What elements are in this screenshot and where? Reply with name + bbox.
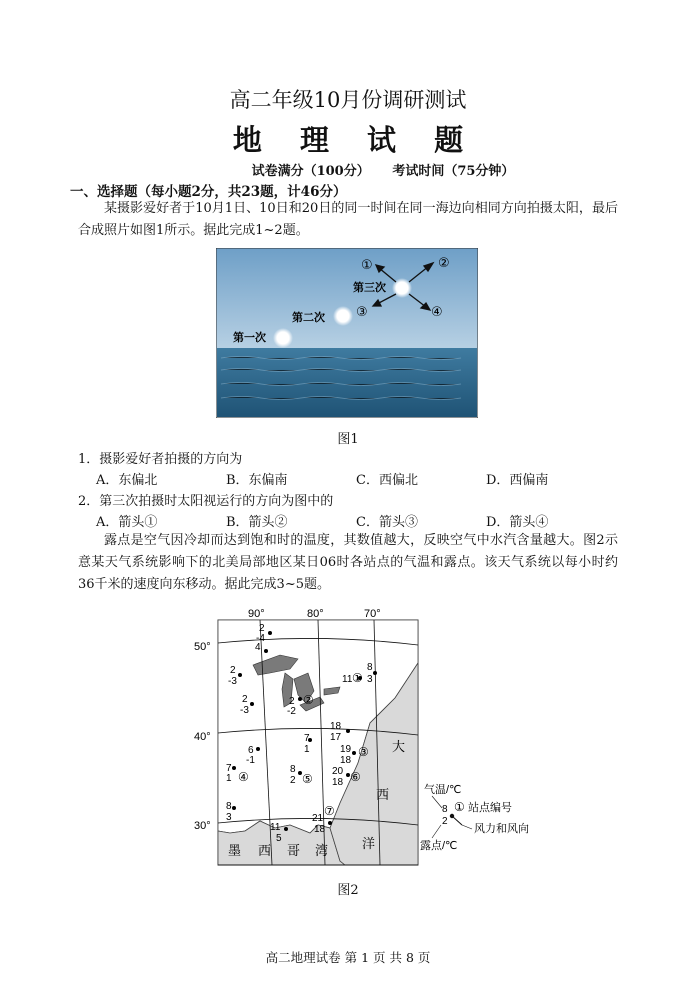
- intro-paragraph-2: 露点是空气因冷却而达到饱和时的温度，其数值越大，反映空气中水汽含量越大。图2示意某天气系统影响下的北美局部地区某日06时各站点的气温和露点。该天气系统以每小时约36千米的速度向东移动。据此完成3~5题。: [78, 533, 618, 592]
- svg-text:20: 20: [332, 766, 344, 777]
- svg-text:-4: -4: [256, 633, 265, 644]
- q1-option-d[interactable]: D．西偏南: [486, 473, 549, 488]
- gulf-char-1: 墨: [228, 843, 242, 858]
- lon-label-80: 80°: [307, 608, 324, 620]
- lon-label-70: 70°: [364, 608, 381, 620]
- svg-text:①: ①: [454, 800, 465, 814]
- svg-text:18: 18: [332, 777, 344, 788]
- svg-text:2: 2: [259, 623, 265, 634]
- intro-paragraph-1: 某摄影爱好者于10月1日、10日和20日的同一时间在同一海边向相同方向拍摄太阳，最后合成照片如图1所示。据此完成1~2题。: [78, 201, 618, 238]
- svg-text:-2: -2: [287, 706, 296, 717]
- svg-text:1: 1: [226, 773, 232, 784]
- station: [342, 671, 363, 685]
- svg-text:17: 17: [330, 732, 342, 743]
- arrow-3-label: ③: [356, 304, 368, 319]
- svg-text:①: ①: [352, 671, 363, 685]
- svg-text:⑦: ⑦: [324, 804, 335, 818]
- svg-text:②: ②: [303, 693, 314, 707]
- ocean-char-3: 洋: [362, 836, 376, 851]
- full-score: 试卷满分（100分）: [251, 164, 370, 179]
- svg-text:-3: -3: [228, 676, 237, 687]
- ocean-char-2: 西: [376, 787, 390, 802]
- svg-text:2: 2: [289, 696, 295, 707]
- svg-text:11: 11: [270, 822, 281, 833]
- svg-text:19: 19: [340, 744, 352, 755]
- svg-text:8: 8: [442, 804, 448, 815]
- page-footer: 高二地理试卷 第 1 页 共 8 页: [265, 950, 431, 965]
- svg-text:2: 2: [290, 775, 296, 786]
- svg-text:2: 2: [230, 665, 236, 676]
- q2-option-b[interactable]: B．箭头②: [226, 515, 288, 530]
- svg-text:2: 2: [242, 694, 248, 705]
- svg-text:18: 18: [340, 755, 352, 766]
- question-2-stem: 2．第三次拍摄时太阳视运行的方向为图中的: [78, 494, 334, 509]
- arrow-2-label: ②: [438, 255, 450, 270]
- legend-temp: 气温/℃: [424, 784, 462, 796]
- svg-text:④: ④: [238, 770, 249, 784]
- legend-wind: 风力和风向: [474, 823, 529, 835]
- q1-option-a[interactable]: A．东偏北: [96, 473, 158, 488]
- svg-text:5: 5: [276, 833, 282, 844]
- lon-label-90: 90°: [248, 608, 265, 620]
- exam-title: 高二年级10月份调研测试: [229, 88, 467, 112]
- svg-text:⑥: ⑥: [350, 770, 361, 784]
- exam-info: [0, 160, 696, 179]
- q1-option-b[interactable]: B．东偏南: [226, 473, 288, 488]
- question-2-options: [96, 511, 616, 530]
- svg-text:-1: -1: [246, 755, 255, 766]
- label-second: 第二次: [292, 312, 325, 324]
- svg-text:8: 8: [226, 801, 232, 812]
- lat-label-50: 50°: [194, 641, 211, 653]
- q1-option-c[interactable]: C．西偏北: [356, 473, 418, 488]
- svg-text:7: 7: [304, 733, 310, 744]
- svg-text:18: 18: [314, 824, 326, 835]
- section-heading: 一、选择题（每小题2分，共23题，计46分）: [70, 184, 347, 200]
- svg-text:7: 7: [226, 763, 232, 774]
- subject-title: 地 理 试 题: [232, 123, 478, 157]
- svg-text:11: 11: [342, 674, 353, 685]
- figure1-caption: 图1: [337, 432, 359, 447]
- figure1-photo: [216, 248, 478, 418]
- gulf-char-4: 湾: [315, 843, 329, 858]
- gulf-char-3: 哥: [287, 843, 301, 858]
- legend-dew: 露点/℃: [420, 840, 458, 852]
- sun-first: [273, 328, 293, 348]
- svg-text:③: ③: [358, 745, 369, 759]
- svg-text:8: 8: [367, 662, 373, 673]
- sun-second: [333, 306, 353, 326]
- legend-id: 站点编号: [468, 802, 512, 814]
- label-third: 第三次: [353, 282, 386, 294]
- lat-label-30: 30°: [194, 820, 211, 832]
- question-1-options: [96, 469, 616, 488]
- q2-option-c[interactable]: C．箭头③: [356, 515, 418, 530]
- ocean-char-1: 大: [392, 739, 406, 754]
- svg-text:4: 4: [255, 642, 261, 653]
- svg-text:2: 2: [442, 816, 448, 827]
- q2-option-d[interactable]: D．箭头④: [486, 515, 549, 530]
- lat-label-40: 40°: [194, 731, 211, 743]
- arrow-1-label: ①: [361, 257, 373, 272]
- arrow-4-label: ④: [431, 304, 443, 319]
- exam-time: 考试时间（75分钟）: [392, 164, 515, 179]
- map-legend: [420, 782, 529, 852]
- q2-option-a[interactable]: A．箭头①: [96, 515, 158, 530]
- figure2-map: [190, 603, 540, 871]
- svg-text:8: 8: [290, 764, 296, 775]
- gulf-char-2: 西: [258, 843, 272, 858]
- figure2-caption: 图2: [337, 883, 359, 898]
- question-1-stem: 1．摄影爱好者拍摄的方向为: [78, 452, 243, 467]
- svg-text:6: 6: [248, 745, 254, 756]
- svg-text:⑤: ⑤: [302, 772, 313, 786]
- label-first: 第一次: [233, 332, 266, 344]
- svg-text:3: 3: [367, 674, 373, 685]
- svg-text:3: 3: [226, 812, 232, 823]
- svg-text:1: 1: [304, 744, 310, 755]
- svg-text:21: 21: [312, 813, 324, 824]
- svg-text:18: 18: [330, 721, 342, 732]
- svg-text:-3: -3: [240, 705, 249, 716]
